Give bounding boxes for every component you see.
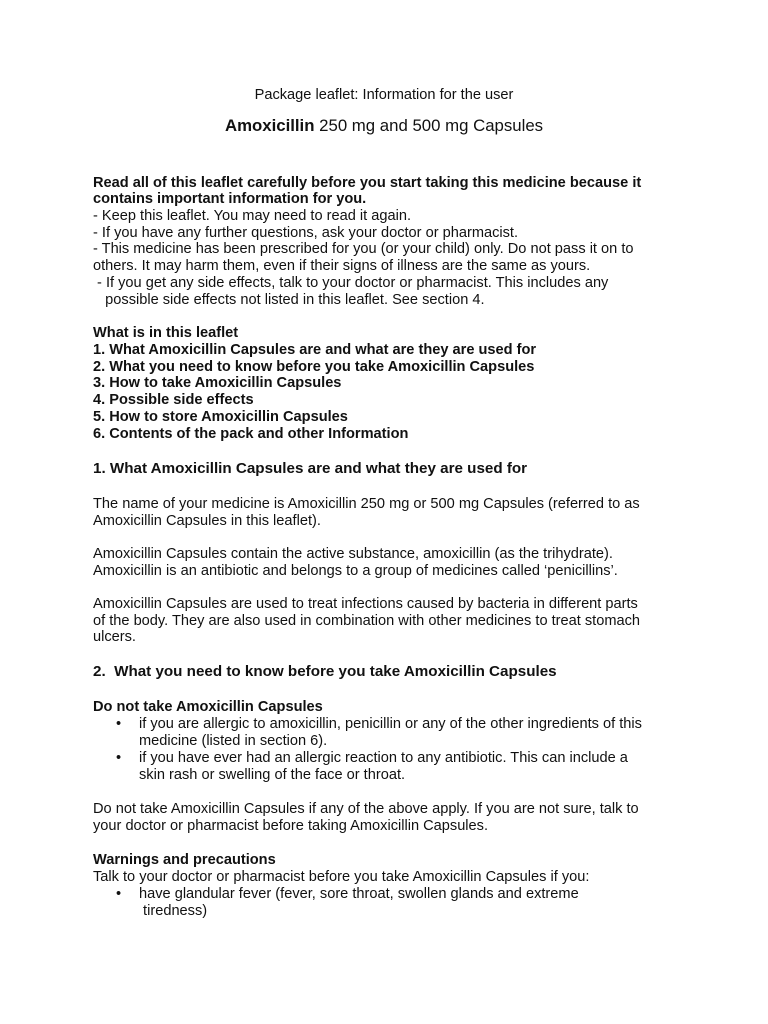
bullet-icon: • [116,886,122,902]
do-not-take-heading: Do not take Amoxicillin Capsules [93,699,323,715]
toc-item: 4. Possible side effects [93,392,254,408]
toc-item: 3. How to take Amoxicillin Capsules [93,375,342,391]
intro-line: possible side effects not listed in this leaflet. See section 4. [93,292,485,308]
bullet-item-line: if you are allergic to amoxicillin, penicillin or any of the other ingredients of this [139,716,642,732]
toc-item: 6. Contents of the pack and other Information [93,426,409,442]
intro-line: others. It may harm them, even if their signs of illness are the same as yours. [93,258,591,274]
bullet-item-line: if you have ever had an allergic reaction to any antibiotic. This can include a [139,750,628,766]
intro-bold-line-1: Read all of this leaflet carefully before you start taking this medicine because it [93,175,642,191]
section-1-paragraph-line: of the body. They are also used in combination with other medicines to treat stomach [93,613,641,629]
leaflet-label: Package leaflet: Information for the user [254,87,514,103]
intro-line: - This medicine has been prescribed for you (or your child) only. Do not pass it on to [93,241,634,257]
toc-heading: What is in this leaflet [93,325,239,341]
bullet-icon: • [116,716,122,732]
title-drug-name: Amoxicillin [224,116,315,135]
bullet-item-line: tiredness) [139,903,208,919]
section-2-note-line: Do not take Amoxicillin Capsules if any of the above apply. If you are not sure, talk to [93,801,639,817]
bullet-item-line: have glandular fever (fever, sore throat, swollen glands and extreme [139,886,579,902]
warnings-heading: Warnings and precautions [93,852,276,868]
section-1-heading: 1. What Amoxicillin Capsules are and what they are used for [93,460,528,477]
bullet-item-line: skin rash or swelling of the face or throat. [139,767,406,783]
intro-line: - Keep this leaflet. You may need to read it again. [93,208,412,224]
section-1-paragraph-line: Amoxicillin is an antibiotic and belongs to a group of medicines called ‘penicillins’. [93,563,618,579]
bullet-item-line: medicine (listed in section 6). [139,733,328,749]
title-strength: 250 mg and 500 mg Capsules [314,116,544,135]
section-1-paragraph-line: ulcers. [93,629,136,645]
intro-line: - If you get any side effects, talk to your doctor or pharmacist. This includes any [93,275,609,291]
toc-item: 1. What Amoxicillin Capsules are and what are they are used for [93,342,537,358]
intro-bold-line-2: contains important information for you. [93,191,367,207]
section-1-paragraph-line: Amoxicillin Capsules in this leaflet). [93,513,321,529]
section-2-note-line: your doctor or pharmacist before taking Amoxicillin Capsules. [93,818,489,834]
toc-item: 5. How to store Amoxicillin Capsules [93,409,348,425]
section-1-paragraph-line: Amoxicillin Capsules are used to treat infections caused by bacteria in different parts [93,596,638,612]
bullet-icon: • [116,750,122,766]
document-title [0,117,768,134]
toc-item: 2. What you need to know before you take Amoxicillin Capsules [93,359,535,375]
warnings-intro: Talk to your doctor or pharmacist before you take Amoxicillin Capsules if you: [93,869,590,885]
section-1-paragraph-line: Amoxicillin Capsules contain the active substance, amoxicillin (as the trihydrate). [93,546,613,562]
section-2-heading: 2. What you need to know before you take Amoxicillin Capsules [93,663,557,680]
intro-line: - If you have any further questions, ask your doctor or pharmacist. [93,225,519,241]
section-1-paragraph-line: The name of your medicine is Amoxicillin 250 mg or 500 mg Capsules (referred to as [93,496,640,512]
